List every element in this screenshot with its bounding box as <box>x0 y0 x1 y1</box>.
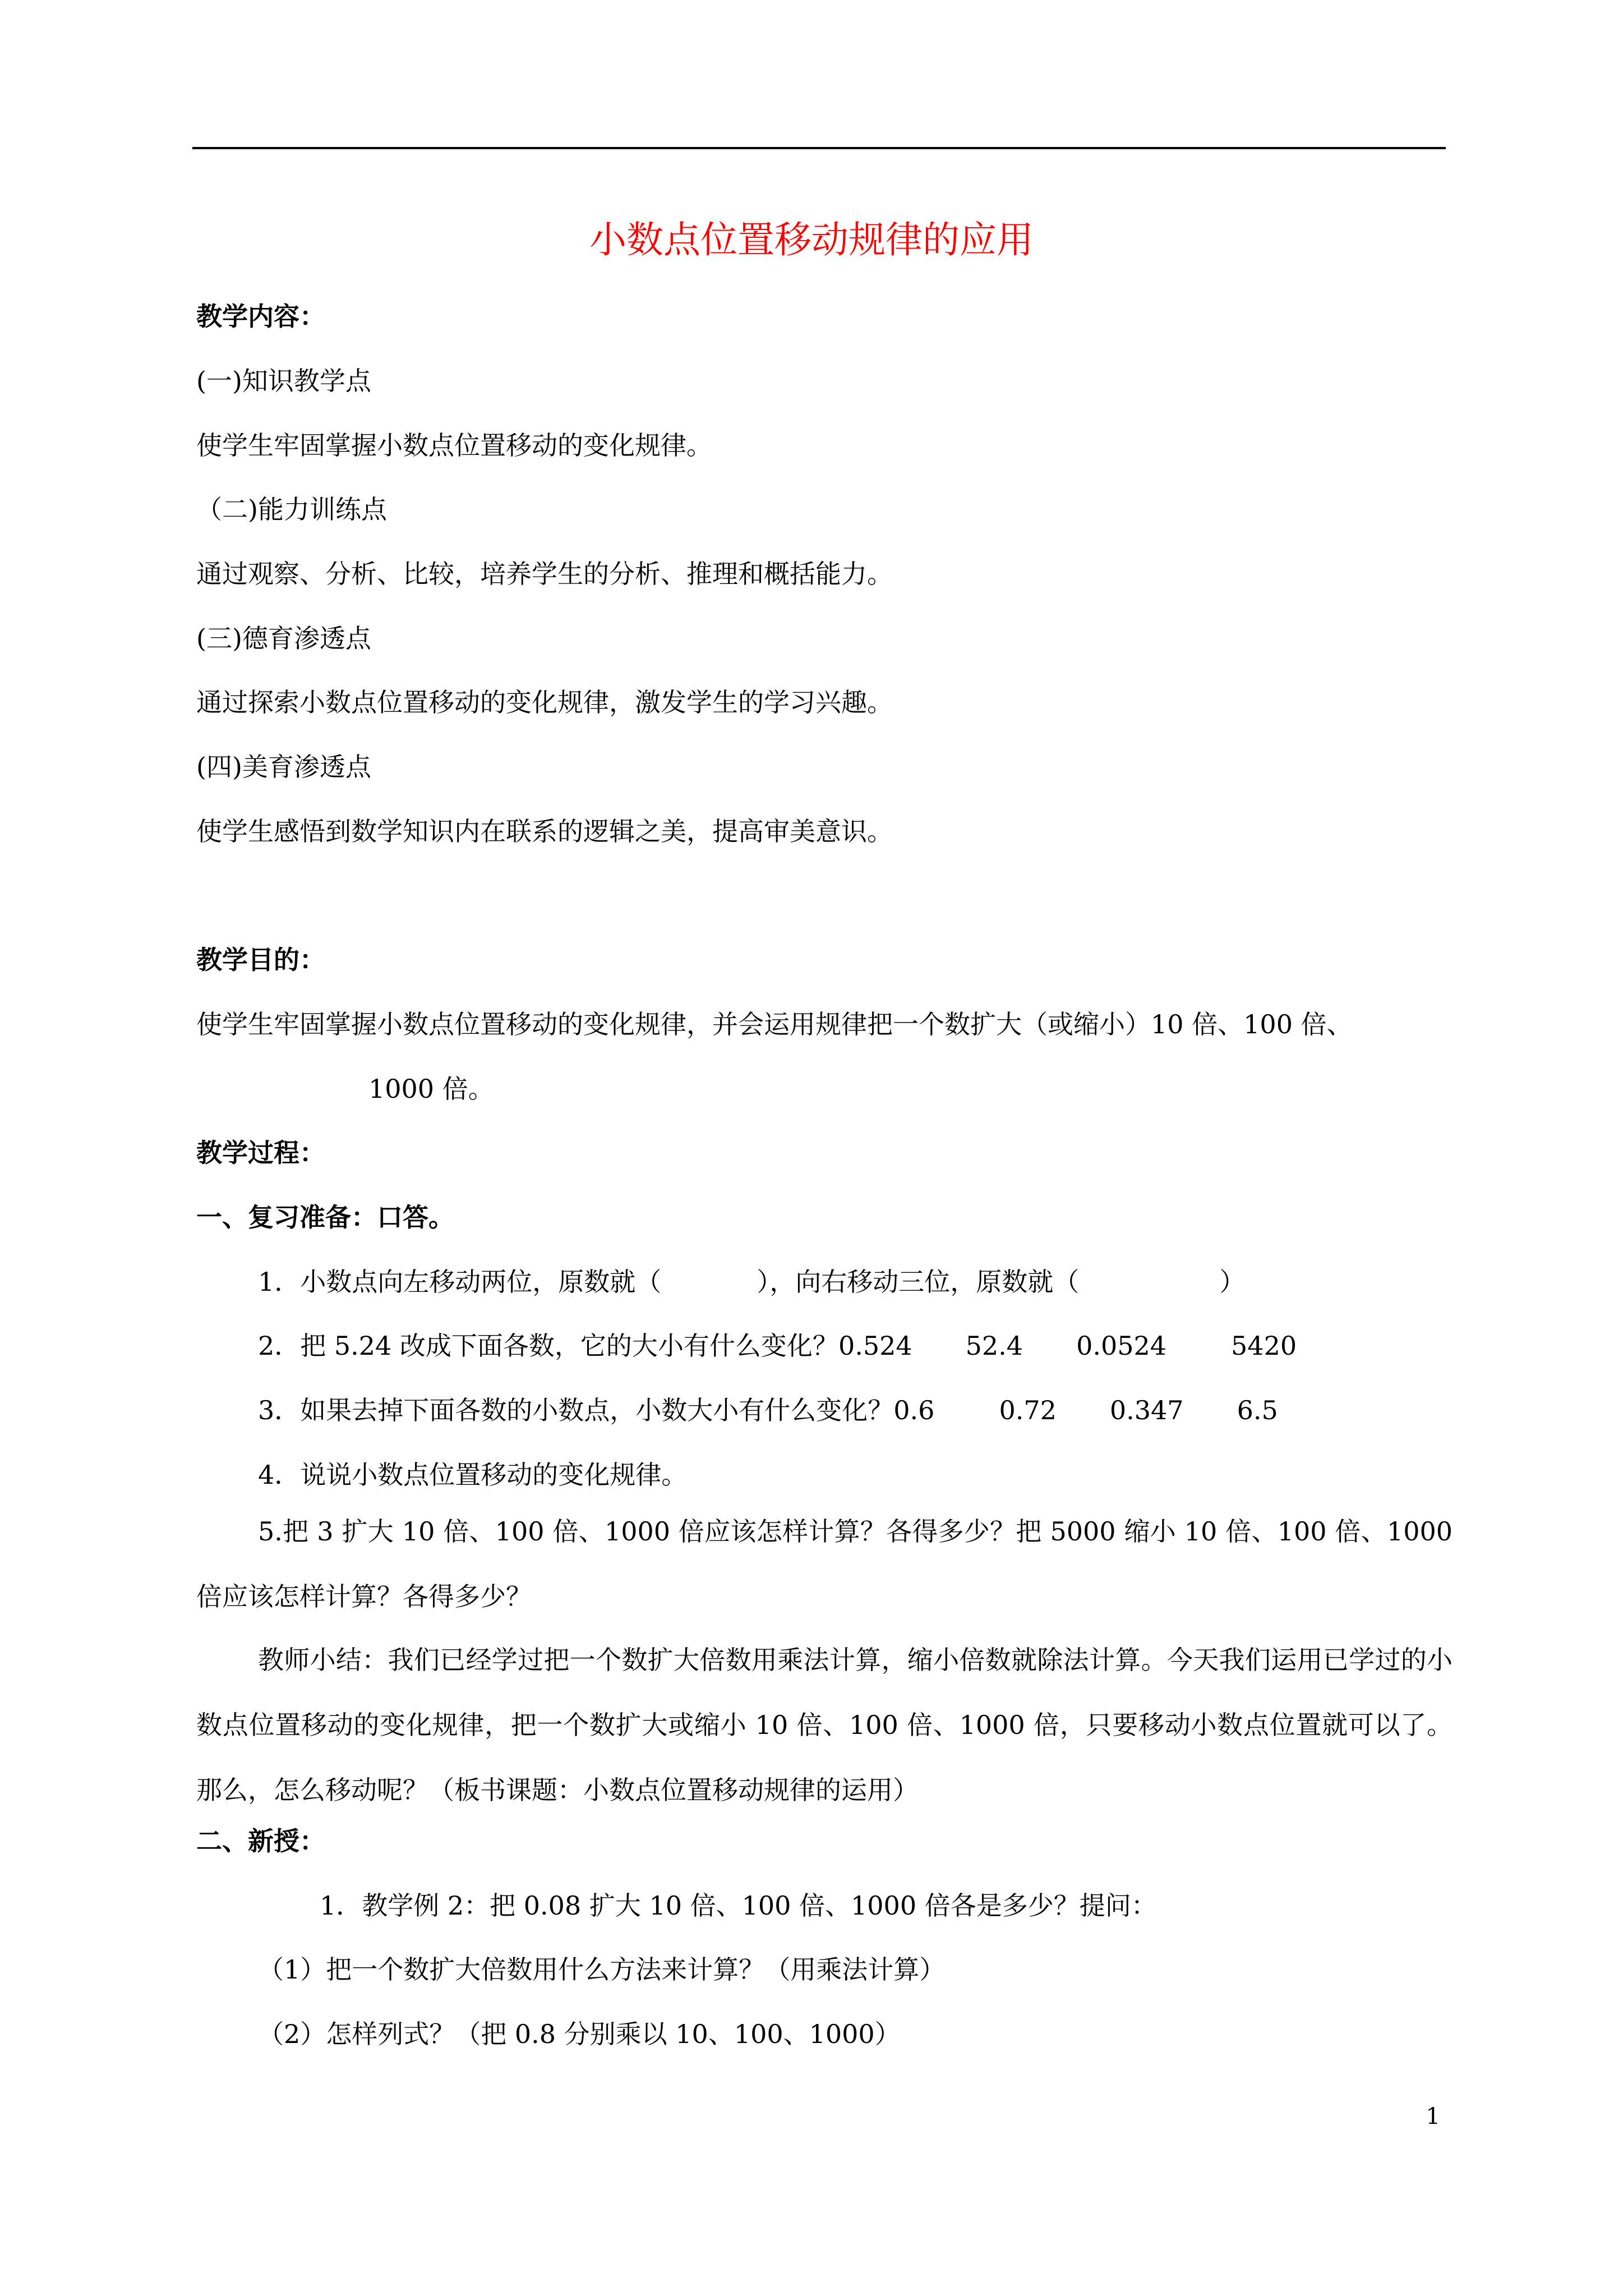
process-heading: 教学过程： <box>196 1138 325 1168</box>
review-question-1 <box>258 1262 1245 1302</box>
section-text-ability: 通过观察、分析、比较，培养学生的分析、推理和概括能力。 <box>196 559 893 589</box>
review-q3-number: 0.347 <box>1109 1395 1184 1425</box>
review-q1-part-b: ），向右移动三位，原数就（ <box>757 1267 1080 1297</box>
document-title: 小数点位置移动规律的应用 <box>589 218 1034 261</box>
review-q3-text: 3．如果去掉下面各数的小数点，小数大小有什么变化？ <box>258 1395 894 1425</box>
review-q1-part-c: ） <box>1219 1267 1246 1297</box>
section-label-knowledge: (一)知识教学点 <box>196 366 371 396</box>
example-question-2: （2）怎样列式？（把 0.8 分别乘以 10、100、1000） <box>258 2019 901 2049</box>
goal-line-1: 使学生牢固掌握小数点位置移动的变化规律，并会运用规律把一个数扩大（或缩小）10 倍、100 倍、 <box>196 1009 1353 1039</box>
section-label-moral: (三)德育渗透点 <box>196 623 371 654</box>
section-label-ability: （二)能力训练点 <box>196 494 387 524</box>
new-lesson-heading: 二、新授： <box>196 1826 325 1856</box>
review-heading: 一、复习准备：口答。 <box>196 1202 454 1232</box>
content-heading: 教学内容： <box>196 301 325 332</box>
review-q3-number: 6.5 <box>1237 1395 1278 1425</box>
example-2: 1．教学例 2：把 0.08 扩大 10 倍、100 倍、1000 倍各是多少？提问： <box>320 1890 1157 1921</box>
review-q2-number: 0.524 <box>838 1331 912 1361</box>
review-question-2 <box>258 1326 1297 1366</box>
review-q3-number: 0.6 <box>893 1395 935 1425</box>
goal-line-2: 1000 倍。 <box>368 1074 494 1104</box>
teacher-summary: 教师小结：我们已经学过把一个数扩大倍数用乘法计算，缩小倍数就除法计算。今天我们运用已学过的小数点位置移动的变化规律，把一个数扩大或缩小 10 倍、100 倍、1000 倍，只要移动小数点位置就可以了。那么，怎么移动呢？（板书课题：小数点位置移动规律的运用） <box>196 1645 1453 1805</box>
review-q1-part-a: 1．小数点向左移动两位，原数就（ <box>258 1267 662 1297</box>
section-text-moral: 通过探索小数点位置移动的变化规律，激发学生的学习兴趣。 <box>196 687 893 717</box>
section-label-aesthetic: (四)美育渗透点 <box>196 752 371 782</box>
review-question-4: 4．说说小数点位置移动的变化规律。 <box>258 1460 688 1490</box>
page-number: 1 <box>1426 2104 1440 2129</box>
header-rule <box>192 147 1446 149</box>
example-question-1: （1）把一个数扩大倍数用什么方法来计算？（用乘法计算） <box>258 1954 946 1985</box>
review-question-5: 5.把 3 扩大 10 倍、100 倍、1000 倍应该怎样计算？各得多少？把 5000 缩小 10 倍、100 倍、1000 倍应该怎样计算？各得多少？ <box>196 1516 1453 1612</box>
review-question-3 <box>258 1390 1278 1430</box>
goal-heading: 教学目的： <box>196 945 325 975</box>
review-q2-number: 5420 <box>1231 1331 1297 1361</box>
review-q3-number: 0.72 <box>999 1395 1057 1425</box>
review-q2-number: 0.0524 <box>1076 1331 1167 1361</box>
review-q2-text: 2．把 5.24 改成下面各数，它的大小有什么变化？ <box>258 1331 838 1361</box>
section-text-knowledge: 使学生牢固掌握小数点位置移动的变化规律。 <box>196 430 712 461</box>
section-text-aesthetic: 使学生感悟到数学知识内在联系的逻辑之美，提高审美意识。 <box>196 816 893 846</box>
review-q2-number: 52.4 <box>965 1331 1023 1361</box>
